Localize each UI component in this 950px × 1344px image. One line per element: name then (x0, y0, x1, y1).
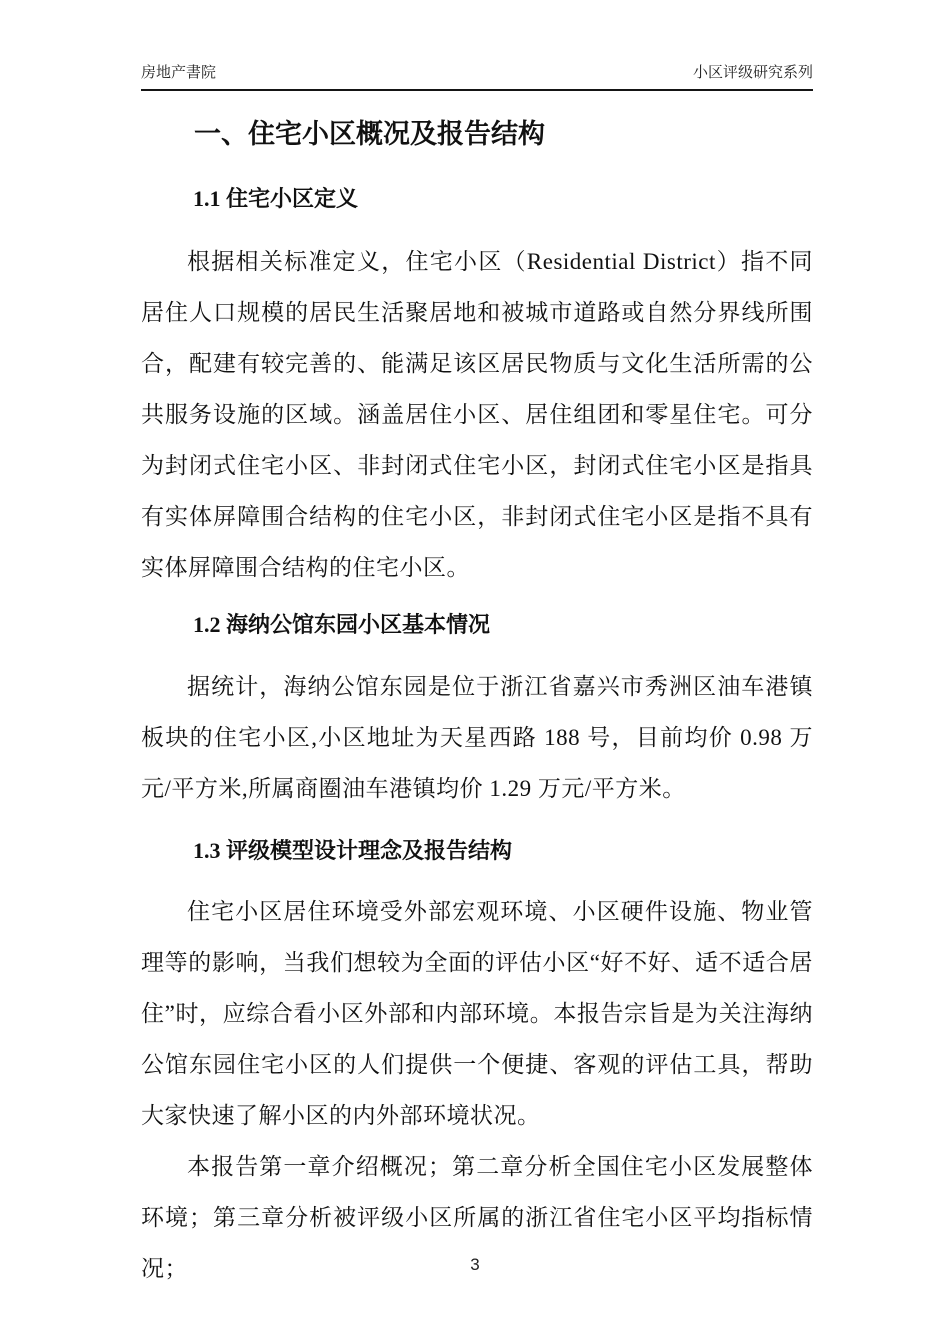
paragraph-definition: 根据相关标准定义，住宅小区（Residential District）指不同居住人口规模的居民生活聚居地和被城市道路或自然分界线所围合，配建有较完善的、能满足该区居民物质与文化生活所需的公共服务设施的区域。涵盖居住小区、居住组团和零星住宅。可分为封闭式住宅小区、非封闭式住宅小区，封闭式住宅小区是指具有实体屏障围合结构的住宅小区，非封闭式住宅小区是指不具有实体屏障围合结构的住宅小区。 (141, 249, 813, 580)
section-heading-1-3: 1.3 评级模型设计理念及报告结构 (193, 838, 513, 863)
paragraph-rating-concept: 住宅小区居住环境受外部宏观环境、小区硬件设施、物业管理等的影响，当我们想较为全面的评估小区“好不好、适不适合居住”时，应综合看小区外部和内部环境。本报告宗旨是为关注海纳公馆东园住宅小区的人们提供一个便捷、客观的评估工具，帮助大家快速了解小区的内外部环境状况。 (141, 899, 813, 1128)
section-heading-1-2: 1.2 海纳公馆东园小区基本情况 (193, 612, 491, 637)
section-heading-1-1: 1.1 住宅小区定义 (193, 186, 359, 211)
header-right-text: 小区评级研究系列 (692, 64, 813, 81)
paragraph-report-structure: 本报告第一章介绍概况；第二章分析全国住宅小区发展整体环境；第三章分析被评级小区所属的浙江省住宅小区平均指标情况； (141, 1154, 813, 1281)
paragraph-basic-info: 据统计，海纳公馆东园是位于浙江省嘉兴市秀洲区油车港镇板块的住宅小区,小区地址为天星西路 188 号，目前均价 0.98 万元/平方米,所属商圈油车港镇均价 1.29 万元/平方米。 (141, 674, 813, 801)
chapter-title: 一、住宅小区概况及报告结构 (194, 119, 545, 149)
header-left-text: 房地产書院 (141, 64, 217, 81)
document-body (141, 88, 813, 1294)
page-number: 3 (470, 1255, 480, 1274)
page-header (141, 61, 813, 91)
